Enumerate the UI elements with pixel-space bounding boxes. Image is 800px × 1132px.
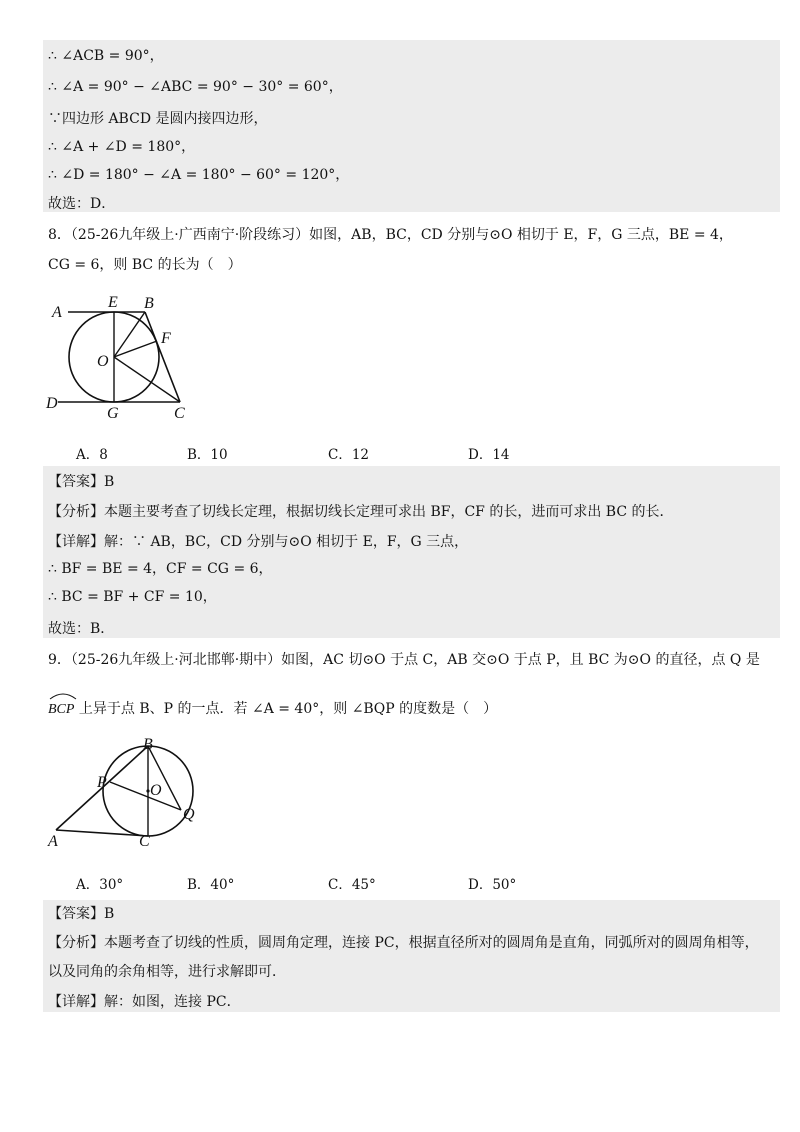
q8-label-C: C <box>174 405 185 422</box>
q9-stem-text-2: 上异于点 B、P 的一点．若 ∠A = 40°，则 ∠BQP 的度数是（ ） <box>78 701 498 717</box>
q9-analysis-1: 【分析】本题考查了切线的性质，圆周角定理，连接 PC，根据直径所对的圆周角是直角，同弧所对的圆周角相等， <box>48 935 759 951</box>
q9-option-a[interactable]: A．30° <box>76 877 124 893</box>
q8-label-B: B <box>144 295 154 312</box>
q8-stem-line-2: CG = 6，则 BC 的长为（ ） <box>48 257 242 273</box>
q8-detail-1: 【详解】解：∵ AB，BC，CD 分别与⊙O 相切于 E，F，G 三点， <box>48 534 469 550</box>
q9-figure <box>44 736 214 856</box>
q8-label-D: D <box>46 395 58 412</box>
q8-figure <box>40 288 210 423</box>
q9-option-d[interactable]: D．50° <box>468 877 517 893</box>
q8-option-d[interactable]: D．14 <box>468 447 510 463</box>
q8-option-c[interactable]: C．12 <box>328 447 370 463</box>
q8-option-b[interactable]: B．10 <box>187 447 228 463</box>
q8-analysis: 【分析】本题主要考查了切线长定理，根据切线长定理可求出 BF，CF 的长，进而可求出 BC 的长． <box>48 504 674 520</box>
q8-label-O: O <box>97 353 109 370</box>
prev-line-6: 故选：D． <box>48 196 116 212</box>
prev-line-1: ∴ ∠ACB = 90°， <box>48 48 164 64</box>
q8-detail-3: ∴ BC = BF + CF = 10， <box>48 589 217 605</box>
q9-label-C: C <box>139 833 150 850</box>
q9-answer: 【答案】B <box>48 906 115 922</box>
q8-label-A: A <box>52 304 62 321</box>
q9-detail-1: 【详解】解：如图，连接 PC． <box>48 994 241 1010</box>
q9-arc-bcp: BCP <box>48 700 74 719</box>
q8-solution-box <box>43 466 780 638</box>
q9-stem-line-2 <box>48 700 497 719</box>
q8-stem-line-1: 8．（25-26九年级上·广西南宁·阶段练习）如图，AB，BC，CD 分别与⊙O 相切于 E，F，G 三点，BE = 4， <box>48 227 733 243</box>
q8-label-F: F <box>161 330 171 347</box>
prev-line-4: ∴ ∠A + ∠D = 180°， <box>48 139 196 155</box>
q8-label-G: G <box>107 405 119 422</box>
q8-detail-4: 故选：B． <box>48 621 115 637</box>
q9-label-O: O <box>150 782 162 799</box>
q8-detail-2: ∴ BF = BE = 4，CF = CG = 6， <box>48 561 273 577</box>
prev-line-5: ∴ ∠D = 180° − ∠A = 180° − 60° = 120°， <box>48 167 350 183</box>
prev-line-3: ∵四边形 ABCD 是圆内接四边形， <box>48 111 268 127</box>
q9-label-P: P <box>97 774 107 791</box>
q9-label-B: B <box>143 736 153 753</box>
prev-line-2: ∴ ∠A = 90° − ∠ABC = 90° − 30° = 60°， <box>48 79 343 95</box>
q8-answer: 【答案】B <box>48 474 115 490</box>
arc-mark-icon <box>49 692 77 700</box>
q9-option-b[interactable]: B．40° <box>187 877 235 893</box>
q9-label-A: A <box>48 833 58 850</box>
q9-analysis-2: 以及同角的余角相等，进行求解即可． <box>48 964 286 980</box>
q8-option-a[interactable]: A．8 <box>76 447 108 463</box>
q9-label-Q: Q <box>183 806 195 823</box>
q8-label-E: E <box>108 294 118 311</box>
q9-option-c[interactable]: C．45° <box>328 877 376 893</box>
q9-stem-line-1: 9．（25-26九年级上·河北邯郸·期中）如图，AC 切⊙O 于点 C，AB 交⊙O 于点 P，且 BC 为⊙O 的直径，点 Q 是 <box>48 652 760 668</box>
